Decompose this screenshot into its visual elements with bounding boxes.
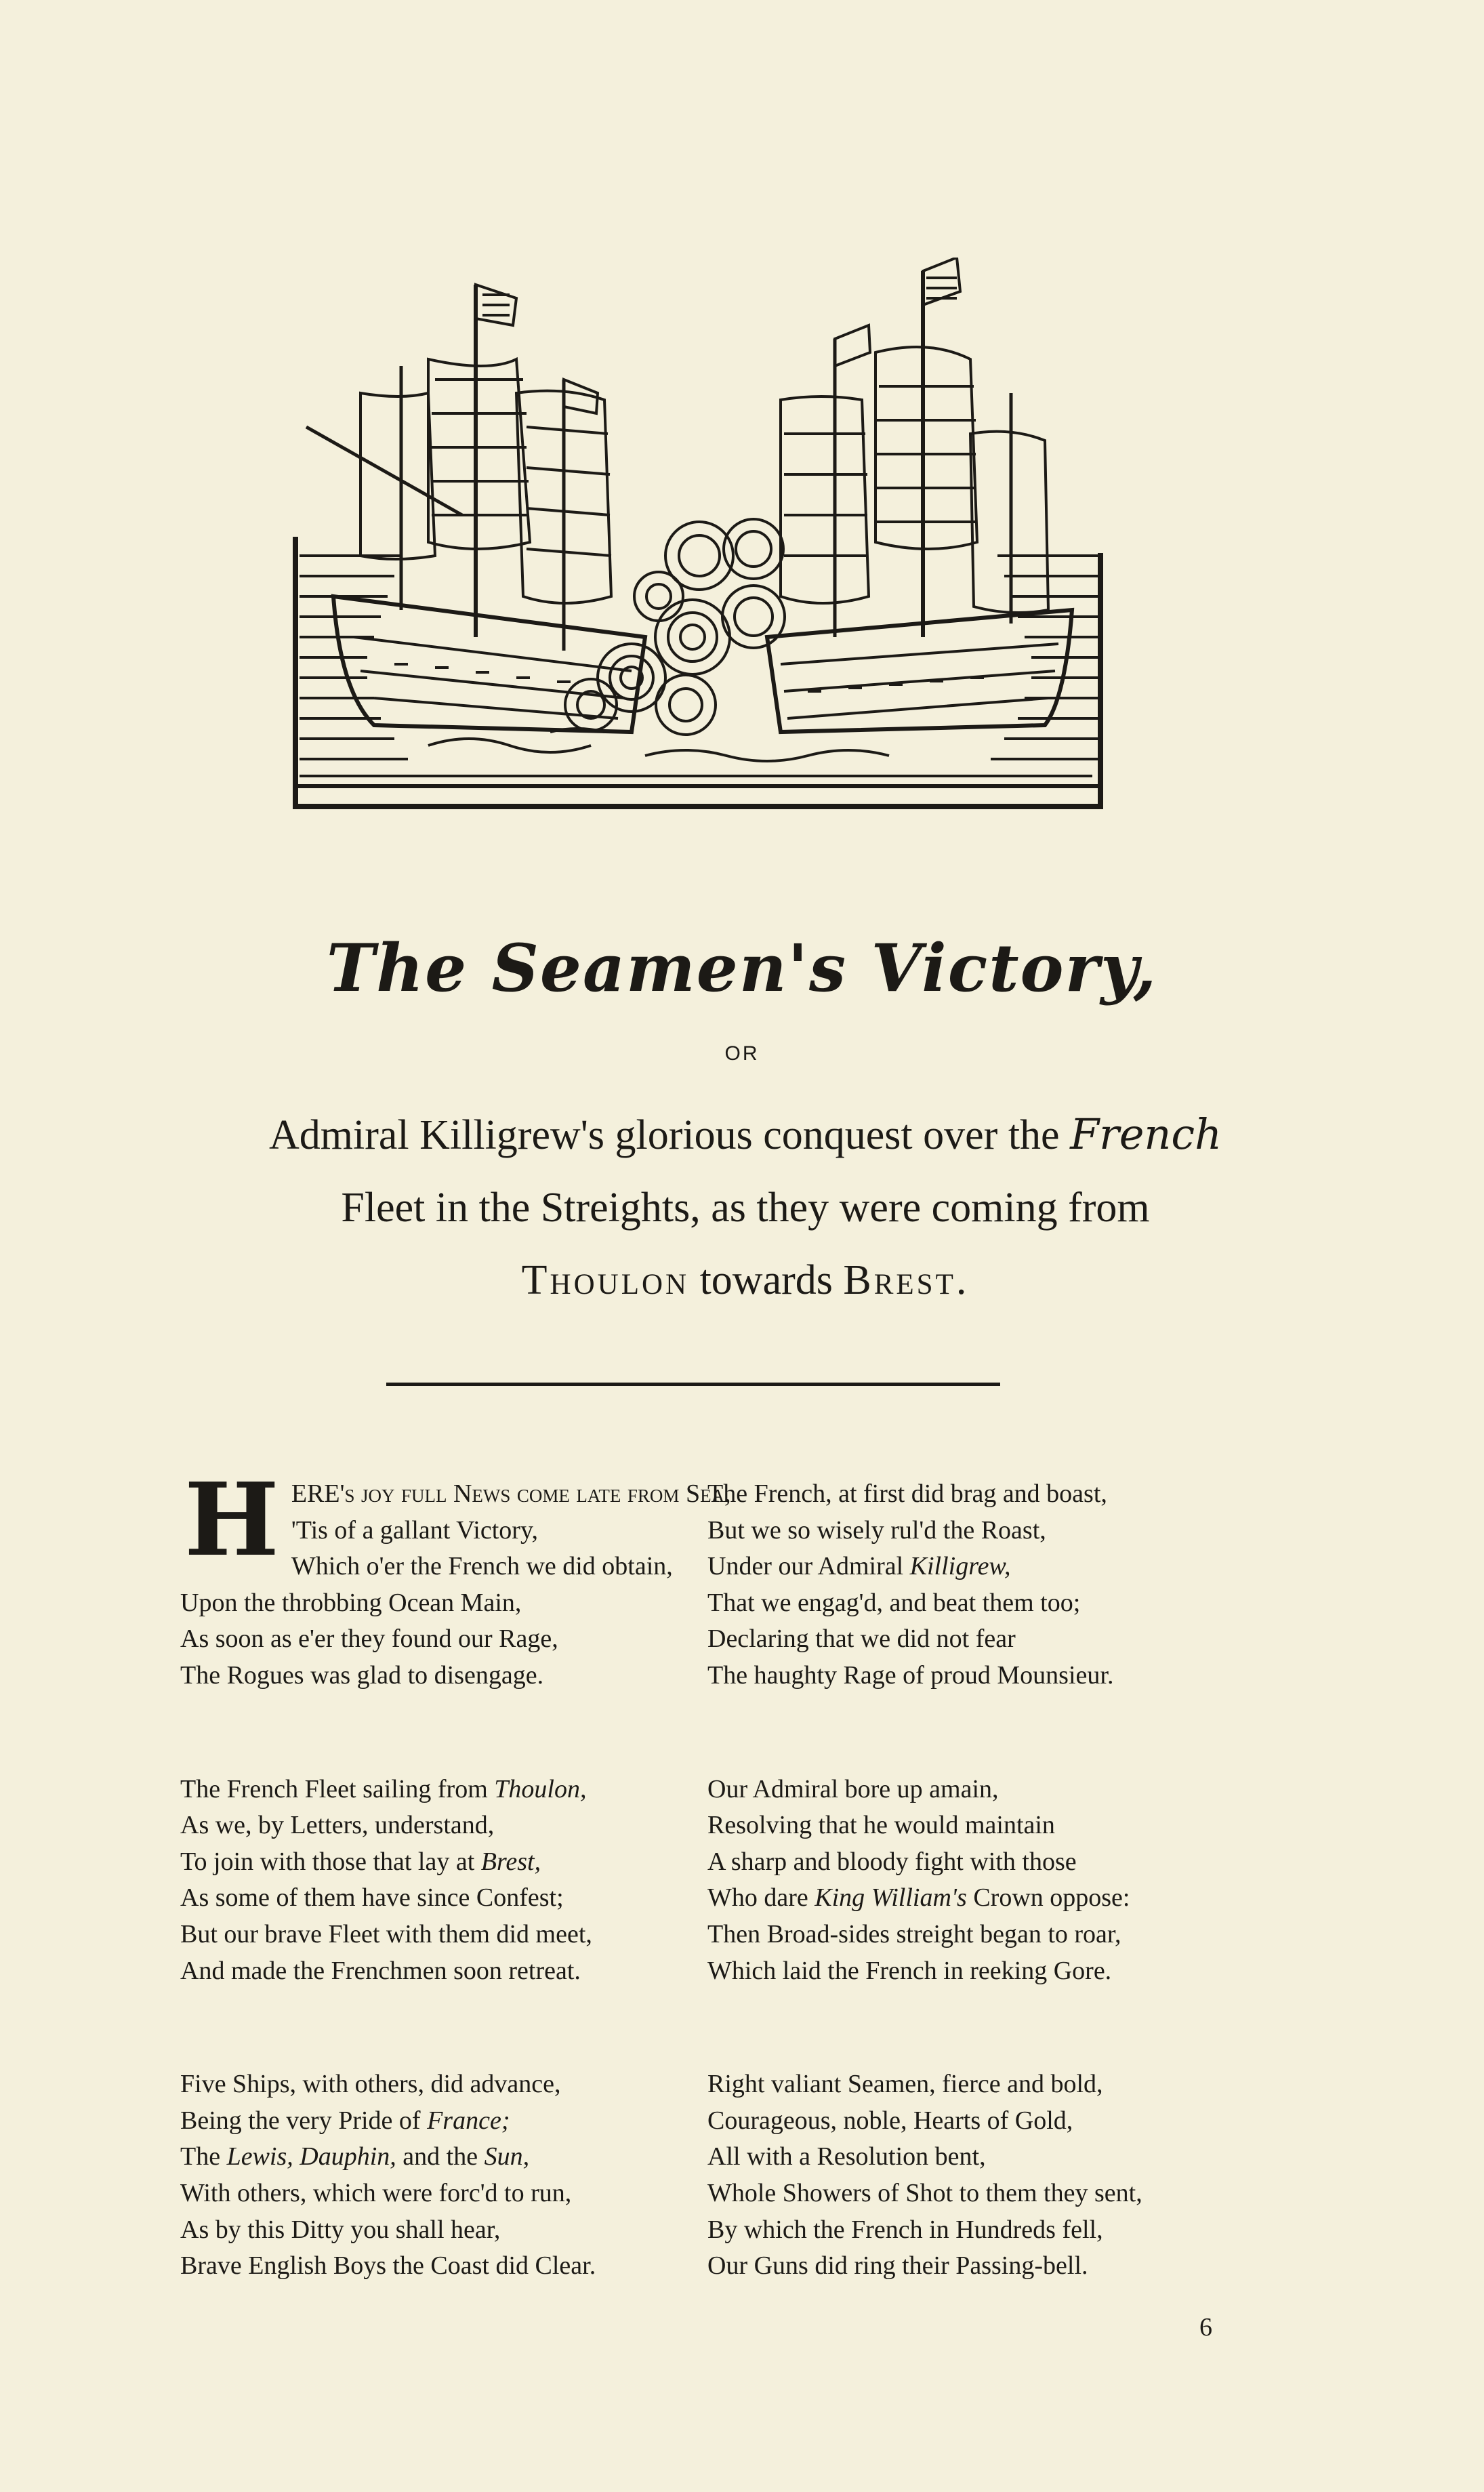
verse-line: Brave English Boys the Coast did Clear. [180, 2251, 596, 2281]
verse-text: The French Fleet sailing from [180, 1774, 488, 1803]
poem-left-column [180, 1461, 731, 2362]
verse-text: Who dare [707, 1883, 808, 1913]
verse-line [180, 1844, 709, 1881]
verse-line: All with a Resolution bent, [707, 2142, 986, 2171]
title-conjunction: OR [724, 1042, 760, 1065]
verse-line: But our brave Fleet with them did meet, [180, 1919, 592, 1948]
subtitle-line-1 [163, 1098, 1328, 1172]
place-thoulon: Thoulon [521, 1257, 690, 1303]
verse-line [707, 1880, 1250, 1917]
verse-line: Courageous, noble, Hearts of Gold, [707, 2106, 1073, 2135]
place-brest: Brest. [843, 1257, 970, 1303]
stanza [180, 2066, 709, 2285]
verse-text: Being the very Pride of [180, 2106, 421, 2135]
verse-line: The French, at first did brag and boast, [707, 1479, 1107, 1508]
poem-right-column [707, 1476, 1250, 2362]
verse-line: The Rogues was glad to disengage. [180, 1660, 544, 1690]
verse-line: 'Tis of a gallant Victory, [291, 1515, 538, 1545]
verse-italic: France; [427, 2106, 510, 2135]
verse-italic: Brest, [480, 1847, 541, 1876]
verse-line: By which the French in Hundreds fell, [707, 2215, 1103, 2244]
page-number: 6 [1199, 2313, 1212, 2342]
woodcut-ships-battle-icon [293, 258, 1103, 813]
verse-line: Upon the throbbing Ocean Main, [180, 1588, 522, 1617]
verse-line: Our Admiral bore up amain, [707, 1774, 999, 1803]
verse-line [180, 1772, 709, 1808]
drop-cap: H [184, 1461, 279, 1578]
verse-line: Which o'er the French we did obtain, [291, 1552, 673, 1581]
stanza [707, 2066, 1250, 2285]
verse-italic: King William's [815, 1883, 967, 1913]
verse-line: Which laid the French in reeking Gore. [707, 1956, 1112, 1985]
page-title: The Seamen's Victory, [326, 930, 1158, 1006]
verse-line: Then Broad-sides streight began to roar, [707, 1919, 1121, 1948]
verse-text: and the [403, 2142, 478, 2171]
verse-text: Crown oppose: [973, 1883, 1130, 1913]
verse-italic: Thoulon, [494, 1774, 587, 1803]
stanza [707, 1476, 1250, 1694]
stanza [180, 1772, 709, 1990]
divider-rule [386, 1383, 1000, 1386]
verse-line: With others, which were forc'd to run, [180, 2178, 572, 2207]
subtitle-line-3 [163, 1244, 1328, 1317]
subtitle-line-2: Fleet in the Streights, as they were coming from [341, 1185, 1150, 1231]
verse-line: Five Ships, with others, did advance, [180, 2070, 561, 2099]
subtitle [163, 1098, 1328, 1317]
verse-line: As we, by Letters, understand, [180, 1811, 495, 1840]
stanza [707, 1772, 1250, 1990]
verse-line [707, 1549, 1250, 1585]
verse-italic: Lewis, Dauphin, [226, 2142, 396, 2171]
verse-line: And made the Frenchmen soon retreat. [180, 1956, 581, 1985]
verse-text: Under our Admiral [707, 1552, 904, 1581]
verse-line: A sharp and bloody fight with those [707, 1847, 1077, 1876]
subtitle-text: towards [699, 1257, 833, 1303]
verse-line: As some of them have since Confest; [180, 1883, 564, 1913]
verse-text: The [180, 2142, 221, 2171]
verse-text: To join with those that lay at [180, 1847, 475, 1876]
verse-line: That we engag'd, and beat them too; [707, 1588, 1081, 1617]
verse-line: Right valiant Seamen, fierce and bold, [707, 2070, 1103, 2099]
stanza [180, 1461, 731, 1694]
verse-italic: Sun, [484, 2142, 530, 2171]
subtitle-italic: French [1070, 1109, 1222, 1159]
verse-line: As by this Ditty you shall hear, [180, 2215, 501, 2244]
subtitle-text: Admiral Killigrew's glorious conquest over the [269, 1112, 1060, 1158]
verse-line: Declaring that we did not fear [707, 1625, 1016, 1654]
verse-line: As soon as e'er they found our Rage, [180, 1625, 558, 1654]
verse-line: The haughty Rage of proud Mounsieur. [707, 1660, 1114, 1690]
verse-line: Whole Showers of Shot to them they sent, [707, 2178, 1142, 2207]
verse-line [180, 2139, 709, 2176]
verse-italic: Killigrew, [909, 1552, 1011, 1581]
verse-line: Our Guns did ring their Passing-bell. [707, 2251, 1088, 2281]
verse-line: ERE's joy full News come late from Sea, [291, 1479, 731, 1508]
verse-line [180, 2103, 709, 2140]
verse-line: Resolving that he would maintain [707, 1811, 1055, 1840]
verse-line: But we so wisely rul'd the Roast, [707, 1515, 1046, 1545]
